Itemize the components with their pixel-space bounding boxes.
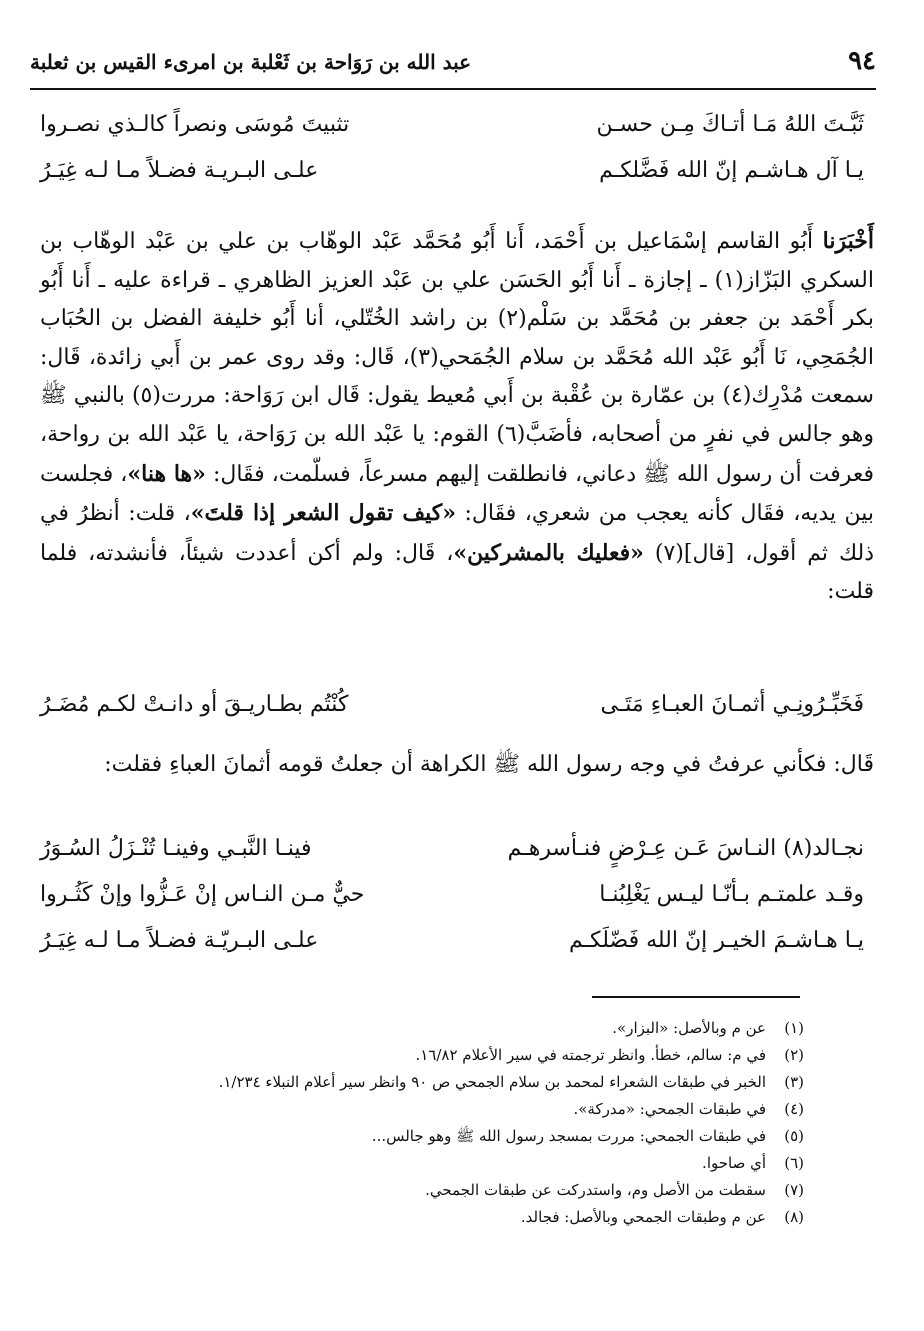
poem-block-2: [40, 692, 864, 738]
poem-block-1: [40, 112, 864, 204]
isnad-text: أَبُو القاسم إسْمَاعيل بن أَحْمَد، أَنا أَبُو مُحَمَّد عَبْد الوهّاب بن علي بن عَبْد الوهّاب بن السكري البَزّاز(١) ـ إجازة ـ أَنا أَبُو الحَسَن علي بن عَبْد العزيز الظاهري ـ قراءة عليه ـ أَنا أَبُو بكر أَحْمَد بن جعفر بن مُحَمَّد بن سَلْم(٢) بن راشد الخُتّلي، أنا أَبُو خليفة الفضل بن الحُبَاب الجُمَحِي، نَا أَبُو عَبْد الله مُحَمَّد بن سلام الجُمَحي(٣)، قَال: وقد روى عمر بن أَبي زائدة، قَال: سمعت مُدْرِك(٤) بن عمّارة بن عُقْبة بن أَبي مُعيط يقول: قَال ابن رَوَاحة: مررت(٥) بالنبي ﷺ وهو جالس في نفرٍ من أصحابه، فأضَبَّ(٦) القوم: يا عَبْد الله بن رَوَاحة، يا عَبْد الله بن رواحة، فعرفت أن رسول الله ﷺ دعاني، فانطلقت إليهم مسرعاً، فسلّمت، فقَال:: [40, 229, 875, 487]
footnote: [104, 1069, 804, 1096]
verse-first-hemistich: وقـد علمتـم بـأنّـا ليـس يَغْلِبُنـا: [599, 882, 864, 907]
narration-text: قَال: فكأني عرفتُ في وجه رسول الله ﷺ الكراهة أن جعلتُ قومه أثمانَ العباءِ فقلت:: [104, 752, 874, 777]
footnote: [104, 1015, 804, 1042]
verse-second-hemistich: حيٌّ مـن النـاس إنْ عَـزُّوا وإنْ كَثُـروا: [40, 882, 365, 907]
footnote-text: الخبر في طبقات الشعراء لمحمد بن سلام الجمحي ص ٩٠ وانظر سير أعلام النبلاء ١/٢٣٤.: [218, 1073, 766, 1091]
footnote: [104, 1204, 804, 1231]
footnote-text: عن م وبالأصل: «البزار».: [612, 1019, 766, 1037]
footnote: [104, 1042, 804, 1069]
running-title: عبد الله بن رَوَاحة بن ثَعْلبة بن امرىء القيس بن ثعلبة: [30, 50, 472, 74]
footnote: [104, 1177, 804, 1204]
footnotes: [104, 1015, 804, 1231]
prophet-quote: «فعليك بالمشركين»: [453, 539, 644, 566]
footnote-text: عن م وطبقات الجمحي وبالأصل: فجالد.: [520, 1208, 766, 1226]
footnote-number: (٢): [784, 1046, 804, 1064]
page-number: ٩٤: [848, 46, 876, 76]
footnote-number: (٣): [784, 1073, 804, 1091]
footnote-text: في طبقات الجمحي: «مدركة».: [573, 1100, 766, 1118]
verse-first-hemistich: فَخَبِّـرُونِـي أثمـانَ العبـاءِ مَتَـى: [600, 692, 864, 717]
verse-line: [40, 836, 864, 882]
footnote-number: (٨): [784, 1208, 804, 1226]
prophet-quote: «ها هنا»: [127, 460, 206, 487]
verse-line: [40, 882, 864, 928]
verse-second-hemistich: فينـا النَّبـي وفينـا تُنْـزَلُ السُـوَرُ: [40, 836, 312, 861]
footnote-number: (٥): [784, 1127, 804, 1145]
verse-first-hemistich: يـا آل هـاشـم إنّ الله فَضَّلكـم: [599, 158, 864, 183]
footnote-number: (٦): [784, 1154, 804, 1172]
verse-second-hemistich: علـى البـريـة فضـلاً مـا لـه غِيَـرُ: [40, 158, 319, 183]
verse-line: [40, 692, 864, 738]
narration-text: ، قَال: ولم أكن أعددت شيئاً، فأنشدته، فلما قلت:: [40, 540, 874, 605]
verse-line: [40, 158, 864, 204]
poem-block-3: [40, 836, 864, 974]
footnote: [104, 1123, 804, 1150]
page-header: [30, 46, 876, 86]
verse-first-hemistich: يـا هـاشـمَ الخيـر إنّ الله فَضّلَكـم: [568, 928, 864, 953]
verse-second-hemistich: علـى البـريّـة فضـلاً مـا لـه غِيَـرُ: [40, 928, 319, 953]
prophet-quote: «كيف تقول الشعر إذا قلتَ»: [190, 500, 457, 527]
footnote: [104, 1150, 804, 1177]
footnote-text: سقطت من الأصل وم، واستدركت عن طبقات الجمحي.: [425, 1181, 766, 1199]
akhbarana-keyword: أَخْبَرَنا: [822, 228, 874, 254]
verse-line: [40, 928, 864, 974]
narration-paragraph: [40, 222, 874, 612]
narration-text: ، فجلست بين يديه، فقَال كأنه يعجب من شعري، فقَال:: [40, 461, 875, 527]
footnote-number: (٤): [784, 1100, 804, 1118]
footnote-number: (٧): [784, 1181, 804, 1199]
verse-first-hemistich: ثَبَّـتَ اللهُ مَـا أتـاكَ مِـن حسـن: [596, 112, 864, 137]
footnote-text: أي صاحوا.: [702, 1154, 766, 1172]
verse-first-hemistich: نجـالد(٨) النـاسَ عَـن عِـرْضٍ فنـأسرهـم: [507, 836, 864, 861]
footnote: [104, 1096, 804, 1123]
narration-text: ، قلت: أنظرُ في ذلك ثم أقول، [قال](٧): [40, 501, 874, 566]
footnote-separator: [592, 996, 800, 998]
header-rule: [30, 88, 876, 90]
footnote-text: في م: سالم، خطأ. وانظر ترجمته في سير الأعلام ١٦/٨٢.: [415, 1046, 766, 1064]
narration-paragraph-2: [40, 746, 874, 785]
footnote-text: في طبقات الجمحي: مررت بمسجد رسول الله ﷺ وهو جالس...: [371, 1127, 766, 1145]
verse-line: [40, 112, 864, 158]
verse-second-hemistich: تثبيتَ مُوسَى ونصراً كالـذي نصـروا: [40, 112, 350, 137]
footnote-number: (١): [784, 1019, 804, 1037]
verse-second-hemistich: كُنْتُم بطـاريـقَ أو دانـتْ لكـم مُضَـرُ: [40, 692, 349, 717]
